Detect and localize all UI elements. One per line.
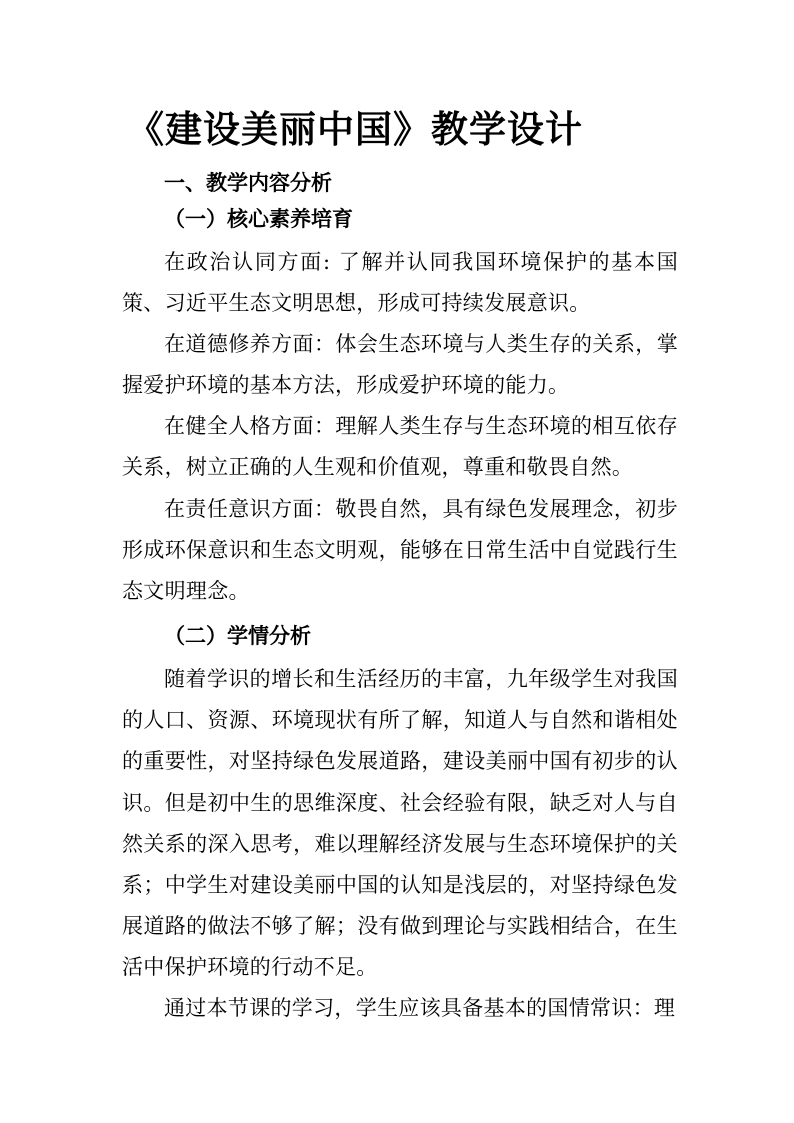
subsection-heading-core-literacy: （一）核心素养培育 xyxy=(164,206,353,231)
paragraph-learner-situation: 随着学识的增长和生活经历的丰富，九年级学生对我国的人口、资源、环境现状有所了解，知道人与自然和谐相处的重要性，对坚持绿色发展道路，建设美丽中国有初步的认识。但是初中生的思维深度、社会经验有限，缺乏对人与自然关系的深入思考，难以理解经济发展与生态环境保护的关系；中学生对建设美丽中国的认知是浅层的，对坚持绿色发展道路的做法不够了解；没有做到理论与实践相结合，在生活中保护环境的行动不足。 xyxy=(122,667,678,980)
paragraph-sense-of-responsibility: 在责任意识方面：敬畏自然，具有绿色发展理念，初步形成环保意识和生态文明观，能够在日常生活中自觉践行生态文明理念。 xyxy=(122,497,678,604)
section-heading-content-analysis: 一、教学内容分析 xyxy=(164,170,332,195)
paragraph-learning-outcome: 通过本节课的学习，学生应该具备基本的国情常识：理 xyxy=(164,996,676,1020)
document-title: 《建设美丽中国》教学设计 xyxy=(127,107,583,151)
paragraph-sound-personality: 在健全人格方面：理解人类生存与生态环境的相互依存关系，树立正确的人生观和价值观，尊重和敬畏自然。 xyxy=(122,414,678,480)
paragraph-moral-cultivation: 在道德修养方面：体会生态环境与人类生存的关系，掌握爱护环境的基本方法，形成爱护环境的能力。 xyxy=(122,332,678,398)
subsection-heading-learner-analysis: （二）学情分析 xyxy=(164,623,311,648)
paragraph-political-identity: 在政治认同方面: 了解并认同我国环境保护的基本国策、习近平生态文明思想，形成可持续发展意识。 xyxy=(122,250,678,316)
